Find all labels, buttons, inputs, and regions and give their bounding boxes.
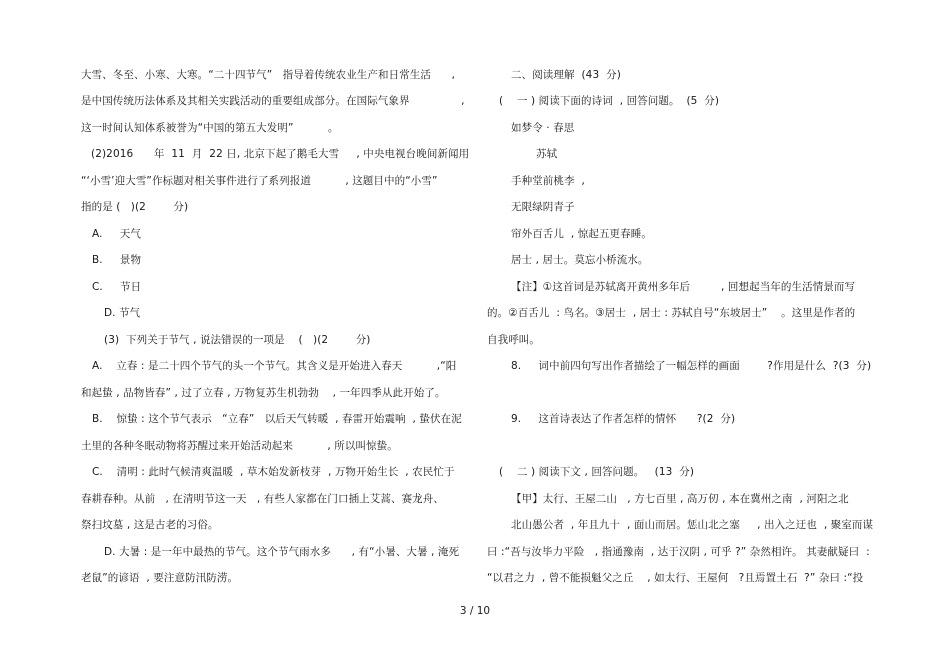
text-line: 这一时间认知体系被誉为“中国的第五大发明” 。 xyxy=(81,122,339,134)
text-line: 是中国传统历法体系及其相关实践活动的重要组成部分。在国际气象界 , xyxy=(81,95,465,107)
text-line: 土里的各种冬眠动物将苏醒过来开始活动起来 , 所以叫惊蛰。 xyxy=(81,440,398,452)
text-line: 大雪、冬至、小寒、大寒。“二十四节气” 指导着传统农业生产和日常生活 , xyxy=(81,69,456,81)
text-line: 指的是 ( )(2 分) xyxy=(81,201,189,213)
text-line: “以君之力 , 曾不能损魁父之丘 , 如太行、王屋何 ?且焉置土石 ?” 杂曰 :“投 xyxy=(487,572,864,584)
poem-line: 无限绿阴青子 xyxy=(511,201,575,213)
text-line: 祭扫坟墓 , 这是古老的习俗。 xyxy=(81,519,219,531)
question-9: 9. 这首诗表达了作者怎样的情怀 ?(2 分) xyxy=(511,413,736,425)
option-a: A. 天气 xyxy=(92,228,141,240)
annotation-note: 【注】①这首词是苏轼离开黄州多年后 , 回想起当年的生活情景而写 xyxy=(511,281,856,293)
poem-author: 苏轼 xyxy=(536,148,558,160)
poem-title: 如梦令 · 春思 xyxy=(511,122,575,134)
text-line: 的。②百舌儿 : 鸟名。③居士 , 居士 : 苏轼自号“东坡居士” 。这里是作者的 xyxy=(487,307,856,319)
text-line: 【甲】太行、王屋二山 , 方七百里 , 高万仞 , 本在冀州之南 , 河阳之北 xyxy=(511,493,849,505)
text-line: B. 惊蛰 : 这个节气表示 “立春” 以后天气转暖 , 春雷开始震响 , 蛰伏在泥 xyxy=(92,413,462,425)
section-heading: 二、阅读理解 (43 分) xyxy=(511,69,621,81)
text-line: 和起蛰 , 品物皆春” , 过了立春 , 万物复苏生机勃勃 , 一年四季从此开始了。 xyxy=(81,387,446,399)
text-line: 自我呼叫。 xyxy=(487,334,540,346)
question-3: (3) 下列关于节气 , 说法错误的一项是 ( )(2 分) xyxy=(104,334,371,346)
poem-line: 居士 , 居士。莫忘小桥流水。 xyxy=(511,254,649,266)
option-b: B. 景物 xyxy=(92,254,142,266)
text-line: 老鼠”的谚语 , 要注意防汛防涝。 xyxy=(81,572,239,584)
text-line: “‘小雪’迎大雪”作标题对相关事件进行了系列报道 , 这题目中的“小雪” xyxy=(81,175,438,187)
text-line: ( 二 ) 阅读下文 , 回答问题。 (13 分) xyxy=(499,466,695,478)
text-line: 北山愚公者 , 年且九十 , 面山而居。惩山北之塞 , 出入之迂也 , 聚室而谋 xyxy=(511,519,874,531)
question-8: 8. 词中前四句写出作者描绘了一幅怎样的画面 ?作用是什么 ?(3 分) xyxy=(511,360,872,372)
text-line: C. 清明 : 此时气候清爽温暖 , 草木始发新枝芽 , 万物开始生长 , 农民忙于 xyxy=(92,466,455,478)
text-line: ( 一 ) 阅读下面的诗词 , 回答问题。 (5 分) xyxy=(499,95,720,107)
text-line: 春耕春种。从前 , 在清明节这一天 , 有些人家都在门口插上艾蒿、赛龙舟、 xyxy=(81,493,444,505)
page-number: 3 / 10 xyxy=(459,605,491,617)
text-line: A. 立春 : 是二十四个节气的头一个节气。其含义是开始进入春天 ,“阳 xyxy=(92,360,457,372)
option-c: C. 节日 xyxy=(92,281,142,293)
text-line: (2)2016 年 11 月 22 日, 北京下起了鹅毛大雪 , 中央电视台晚间新闻用 xyxy=(91,148,470,160)
text-line: D. 大暑 : 是一年中最热的节气。这个节气雨水多 , 有“小暑、大暑 , 淹死 xyxy=(104,546,460,558)
poem-line: 手种堂前桃李 , xyxy=(511,175,585,187)
poem-line: 帘外百舌儿 , 惊起五更春睡。 xyxy=(511,228,652,240)
option-d: D. 节气 xyxy=(104,307,141,319)
text-line: 曰 :“吾与汝毕力平险 , 指通豫南 , 达于汉阴 , 可乎 ?” 杂然相许。 其妻献疑曰 : xyxy=(487,546,870,558)
